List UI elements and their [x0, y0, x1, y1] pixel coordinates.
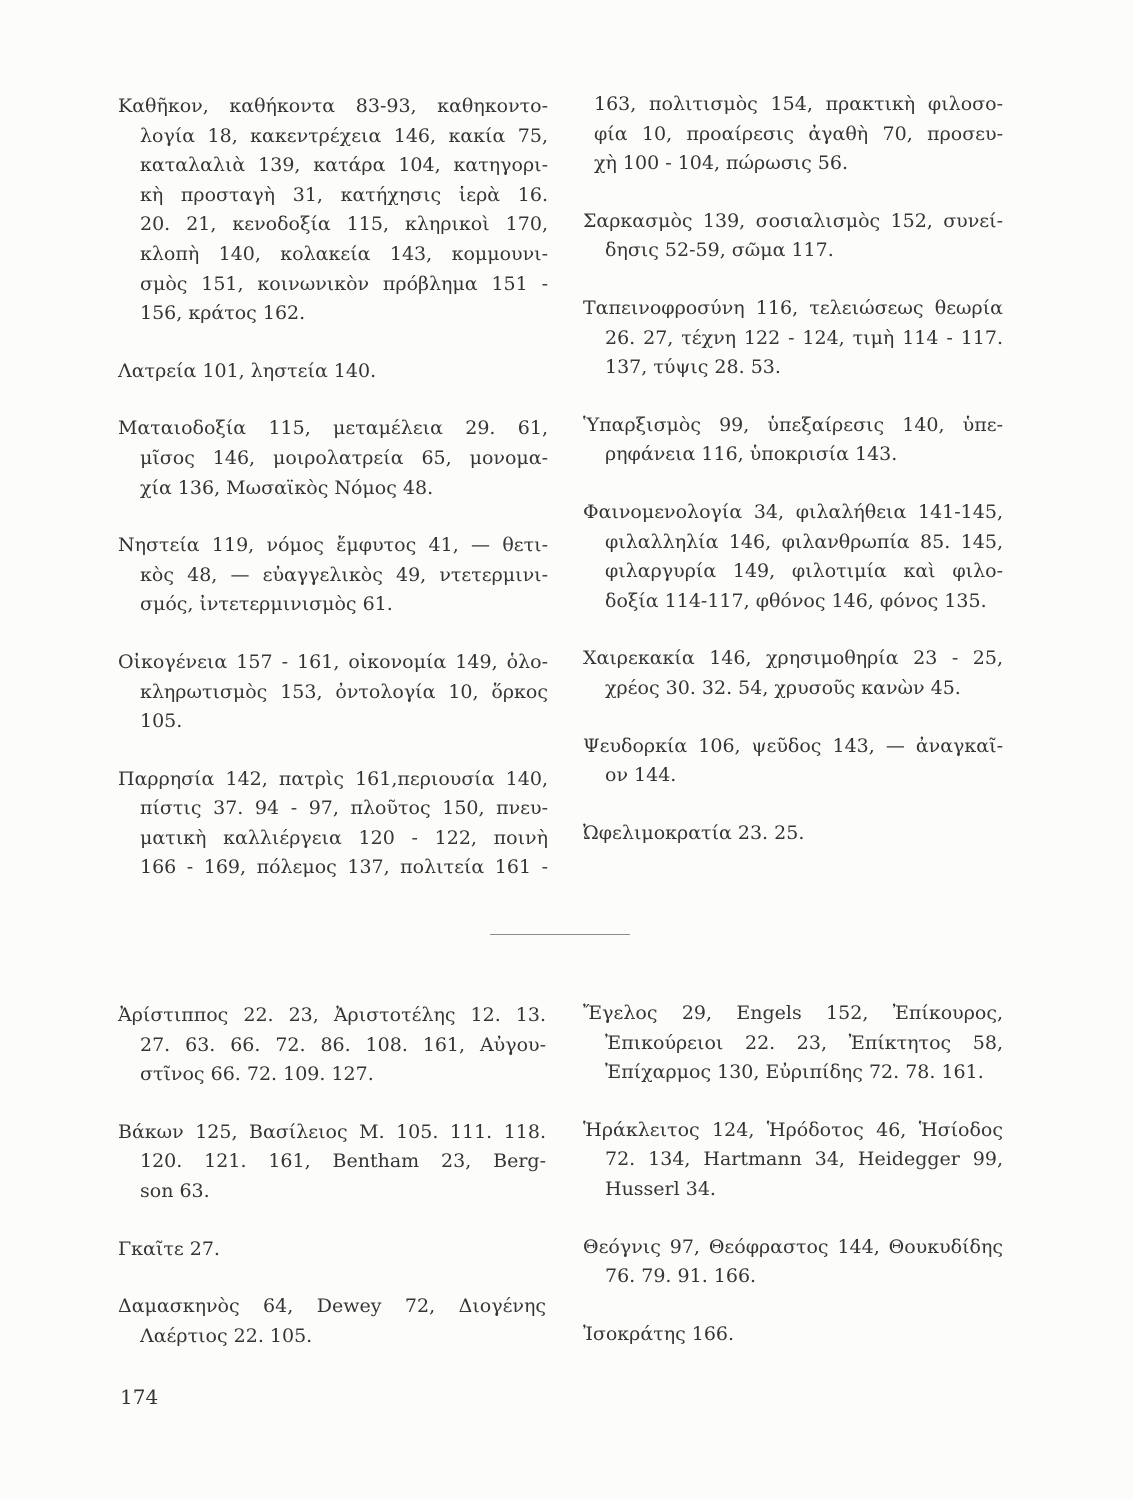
- index-entry-line: καταλαλιὰ 139, κατάρα 104, κατηγορι-: [140, 154, 548, 177]
- index-entry-line: Φαινομενολογία 34, φιλαλήθεια 141-145,: [583, 500, 1003, 523]
- index-entry-line: χὴ 100 - 104, πώρωσις 56.: [594, 152, 849, 175]
- index-entry-line: 137, τύψις 28. 53.: [605, 356, 781, 379]
- index-entry-line: 76. 79. 91. 166.: [605, 1265, 757, 1288]
- index-entry-line: Οἰκογένεια 157 - 161, οἰκονομία 149, ὁλο-: [118, 650, 548, 673]
- subject-index-left-column: [118, 92, 548, 883]
- index-entry-line: Λαέρτιος 22. 105.: [140, 1324, 313, 1347]
- index-entry-line: φιλαργυρία 149, φιλοτιμία καὶ φιλο-: [605, 560, 1003, 583]
- index-entry-line: Νηστεία 119, νόμος ἔμφυτος 41, — θετι-: [118, 534, 548, 557]
- index-entry-line: κὸς 48, — εὐαγγελικὸς 49, ντετερμινι-: [140, 563, 548, 586]
- index-entry: [118, 765, 548, 883]
- index-entry-line: φιλαλληλία 146, φιλανθρωπία 85. 145,: [605, 530, 1003, 553]
- index-entry-line: λογία 18, κακεντρέχεια 146, κακία 75,: [140, 124, 548, 147]
- index-entry-line: Ἀρίστιππος 22. 23, Ἀριστοτέλης 12. 13.: [118, 1004, 546, 1026]
- index-entry-line: ματικὴ καλλιέργεια 120 - 122, ποινὴ: [140, 826, 548, 849]
- index-entry-line: χία 136, Μωσαϊκὸς Νόμος 48.: [140, 476, 434, 499]
- names-index-right-column: [583, 999, 1003, 1349]
- index-entry-line: 72. 134, Hartmann 34, Heidegger 99,: [605, 1148, 1003, 1171]
- index-entry: [583, 1320, 1003, 1350]
- index-entry-line: 27. 63. 66. 72. 86. 108. 161, Αὐγου-: [140, 1033, 546, 1056]
- index-entry: [583, 411, 1003, 470]
- index-entry-line: στῖνος 66. 72. 109. 127.: [140, 1063, 374, 1086]
- index-entry-line: ον 144.: [605, 764, 677, 787]
- index-entry-line: δοξία 114-117, φθόνος 146, φόνος 135.: [605, 589, 987, 612]
- index-entry-line: Καθῆκον, καθήκοντα 83-93, καθηκοντο-: [118, 95, 548, 117]
- index-entry-line: Βάκων 125, Βασίλειος Μ. 105. 111. 118.: [118, 1120, 546, 1143]
- index-entry: [118, 648, 548, 737]
- subject-index-right-column: [583, 90, 1003, 848]
- index-entry-line: πίστις 37. 94 - 97, πλοῦτος 150, πνευ-: [140, 797, 548, 820]
- index-entry-line: 163, πολιτισμὸς 154, πρακτικὴ φιλοσο-: [594, 93, 1003, 115]
- index-entry-line: Husserl 34.: [605, 1177, 716, 1200]
- index-entry-line: κλοπὴ 140, κολακεία 143, κομμουνι-: [140, 242, 548, 265]
- index-entry: [583, 819, 1003, 849]
- index-entry: [118, 1118, 546, 1207]
- index-entry: [583, 732, 1003, 791]
- index-entry-line: 20. 21, κενοδοξία 115, κληρικοὶ 170,: [140, 213, 548, 236]
- index-entry-line: Ἡράκλειτος 124, Ἡρόδοτος 46, Ἡσίοδος: [583, 1118, 1003, 1141]
- index-entry-line: 156, κράτος 162.: [140, 302, 306, 325]
- section-divider: [490, 934, 630, 935]
- index-entry-line: son 63.: [140, 1179, 210, 1202]
- index-entry-line: 26. 27, τέχνη 122 - 124, τιμὴ 114 - 117.: [605, 326, 1003, 349]
- index-entry: [583, 1233, 1003, 1292]
- index-entry-line: κληρωτισμὸς 153, ὀντολογία 10, ὅρκος: [140, 680, 548, 703]
- index-entry: [583, 498, 1003, 616]
- index-entry: [583, 1116, 1003, 1205]
- index-entry: [583, 999, 1003, 1088]
- index-entry-line: 105.: [140, 710, 183, 733]
- index-entry: [118, 414, 548, 503]
- index-entry: [118, 1001, 546, 1090]
- index-entry: [118, 1235, 546, 1265]
- index-entry: [583, 644, 1003, 703]
- index-entry-line: φία 10, προαίρεσις ἀγαθὴ 70, προσευ-: [594, 122, 1003, 145]
- index-entry-line: χρέος 30. 32. 54, χρυσοῦς κανὼν 45.: [605, 676, 961, 699]
- index-entry-line: Ψευδορκία 106, ψεῦδος 143, — ἀναγκαῖ-: [583, 734, 1003, 757]
- index-entry-line: ρηφάνεια 116, ὑποκρισία 143.: [605, 443, 898, 466]
- names-index-left-column: [118, 1001, 546, 1351]
- index-entry-line: 166 - 169, πόλεμος 137, πολιτεία 161 -: [140, 856, 548, 879]
- index-entry-line: Λατρεία 101, ληστεία 140.: [118, 359, 377, 382]
- index-entry: [118, 92, 548, 329]
- page-number: 174: [120, 1385, 159, 1409]
- index-entry-line: Δαμασκηνὸς 64, Dewey 72, Διογένης: [118, 1295, 546, 1318]
- index-entry-line: μῖσος 146, μοιρολατρεία 65, μονομα-: [140, 446, 548, 469]
- index-entry-line: Γκαῖτε 27.: [118, 1237, 220, 1260]
- index-entry-line: σμός, ἰντετερμινισμὸς 61.: [140, 593, 393, 616]
- index-entry-line: δησις 52-59, σῶμα 117.: [605, 239, 834, 262]
- index-entry-line: Ἰσοκράτης 166.: [583, 1322, 735, 1345]
- index-entry-line: Θεόγνις 97, Θεόφραστος 144, Θουκυδίδης: [583, 1235, 1003, 1258]
- index-entry: [583, 207, 1003, 266]
- index-entry-line: Ὠφελιμοκρατία 23. 25.: [583, 821, 805, 844]
- index-entry: [583, 294, 1003, 383]
- index-entry-line: 120. 121. 161, Bentham 23, Berg-: [140, 1150, 546, 1173]
- index-entry-line: Ματαιοδοξία 115, μεταμέλεια 29. 61,: [118, 417, 548, 440]
- index-entry-line: σμὸς 151, κοινωνικὸν πρόβλημα 151 -: [140, 272, 548, 295]
- index-entry: [118, 1292, 546, 1351]
- index-entry-line: Χαιρεκακία 146, χρησιμοθηρία 23 - 25,: [583, 647, 1003, 670]
- index-entry-line: Ὑπαρξισμὸς 99, ὑπεξαίρεσις 140, ὑπε-: [583, 413, 1003, 436]
- index-entry-line: κὴ προσταγὴ 31, κατήχησις ἱερὰ 16.: [140, 183, 548, 206]
- index-entry-line: Ταπεινοφροσύνη 116, τελειώσεως θεωρία: [583, 296, 1003, 319]
- index-entry-line: Σαρκασμὸς 139, σοσιαλισμὸς 152, συνεί-: [583, 209, 1003, 232]
- index-entry-line: Παρρησία 142, πατρὶς 161,περιουσία 140,: [118, 767, 548, 790]
- index-entry: [118, 357, 548, 387]
- index-entry-continuation: [583, 90, 1003, 179]
- index-entry-line: Ἐπίχαρμος 130, Εὐριπίδης 72. 78. 161.: [605, 1061, 984, 1084]
- index-entry-line: Ἔγελος 29, Engels 152, Ἐπίκουρος,: [583, 1002, 1003, 1024]
- index-entry: [118, 531, 548, 620]
- index-entry-line: Ἐπικούρειοι 22. 23, Ἐπίκτητος 58,: [605, 1031, 1003, 1054]
